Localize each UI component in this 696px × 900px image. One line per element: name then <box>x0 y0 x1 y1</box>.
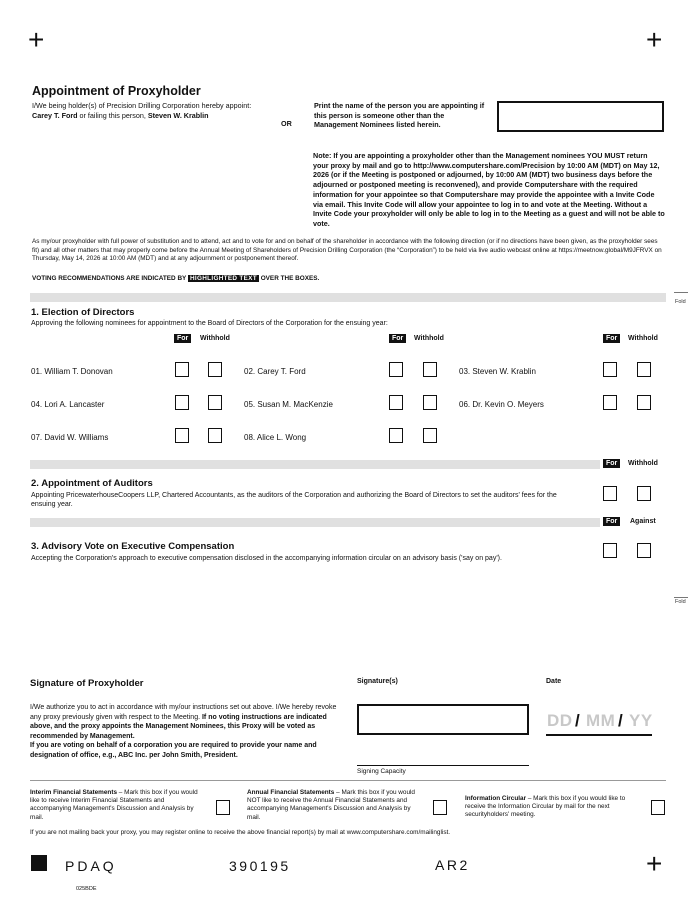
nominee-label: 01. William T. Donovan <box>31 367 113 376</box>
for-checkbox[interactable] <box>175 362 189 377</box>
voting-rec-pre: VOTING RECOMMENDATIONS ARE INDICATED BY <box>32 275 188 282</box>
col-header-against-advisory: Against <box>630 518 656 525</box>
auditors-for-checkbox[interactable] <box>603 486 617 501</box>
footer-code-2: 390195 <box>229 858 291 874</box>
signatures-label: Signature(s) <box>357 678 398 685</box>
signature-instructions <box>30 703 342 761</box>
withhold-checkbox[interactable] <box>637 395 651 410</box>
col-header-withhold-1: Withhold <box>200 335 230 342</box>
fold-line-top <box>674 292 688 293</box>
for-checkbox[interactable] <box>603 395 617 410</box>
withhold-checkbox[interactable] <box>423 362 437 377</box>
advisory-for-checkbox[interactable] <box>603 543 617 558</box>
voting-rec-post: OVER THE BOXES. <box>258 275 320 282</box>
circular-title: Information Circular <box>465 795 527 802</box>
mailing-divider <box>30 780 666 781</box>
auditors-title: 2. Appointment of Auditors <box>31 478 153 489</box>
fold-label-top: Fold <box>675 299 686 305</box>
date-mm-placeholder: MM <box>586 711 616 730</box>
print-instruction: Print the name of the person you are appointing if this person is someone other than the Management Nominees listed herein. <box>314 101 485 130</box>
col-header-for-2: For <box>389 334 406 343</box>
section-divider-3 <box>30 518 600 527</box>
date-dd-placeholder: DD <box>547 711 573 730</box>
col-header-withhold-auditors: Withhold <box>628 460 658 467</box>
directors-description: Approving the following nominees for appointment to the Board of Directors of the Corporation for the ensuing year: <box>31 320 388 327</box>
nominee-label: 05. Susan M. MacKenzie <box>244 400 333 409</box>
annual-title: Annual Financial Statements <box>247 789 335 796</box>
interim-statements-text <box>30 789 198 822</box>
appointment-body: As my/our proxyholder with full power of substitution and to attend, act and to vote for and on behalf of the shareholder in accordance with the following direction (or if no directions have been given, as the proxyholder sees fit) and all other matters that may properly come before the Annual Meeting of Shareholders of Precision Drilling Corporation (the “Corporation”) to be held via live audio webcast online at https://meetnow.global/M9JFRVX on Thursday, May 14, 2026 at 10:00 AM (MDT) and at any adjournment or postponement thereof. <box>32 238 662 263</box>
for-checkbox[interactable] <box>389 428 403 443</box>
directors-title: 1. Election of Directors <box>31 307 135 318</box>
circular-text: – Mark this box if you would like to receive the Information Circular by mail for the next securityholders' meeting. <box>465 795 626 819</box>
withhold-checkbox[interactable] <box>208 428 222 443</box>
signature-input[interactable] <box>357 704 529 735</box>
advisory-title: 3. Advisory Vote on Executive Compensation <box>31 541 235 552</box>
auditors-description: Appointing PricewaterhouseCoopers LLP, Chartered Accountants, as the auditors of the Corporation and authorizing the Board of Directors to set the auditors' fees for the ensuing year. <box>31 492 557 508</box>
information-circular-checkbox[interactable] <box>651 800 665 815</box>
nominee-label: 07. David W. Williams <box>31 433 109 442</box>
appointment-note: Note: If you are appointing a proxyholder other than the Management nominees YOU MUST return your proxy by mail and go to http://www.computershare.com/Precision by 10:00 AM (MDT) on May 12, 2026 (or if the Meeting is postponed or adjourned, by 10:00 AM (MDT) two business days before the adjourned or postponed meeting is reconvened), and provide Computershare with the required information for your appointee so that Computershare may provide the appointee with a Invite Code via email. This Invite Code will allow your appointee to log in to and vote at the Meeting. Without a Invite Code your proxyholder will only be able to log in to the Meeting as a guest and will not be able to vote. <box>313 151 665 228</box>
or-label: OR <box>281 119 292 128</box>
annual-text: – Mark this box if you would NOT like to receive the Annual Financial Statements and accompanying Management's Discussion and Analysis by mail. <box>247 789 415 821</box>
for-checkbox[interactable] <box>389 395 403 410</box>
interim-text: – Mark this box if you would like to receive Interim Financial Statements and accompanying Management's Discussion and Analysis by mail. <box>30 789 198 821</box>
col-header-for-auditors: For <box>603 459 620 468</box>
auditors-withhold-checkbox[interactable] <box>637 486 651 501</box>
date-separator: / <box>618 711 624 730</box>
nominee-label: 02. Carey T. Ford <box>244 367 306 376</box>
appointment-line1: I/We being holder(s) of Precision Drilling Corporation hereby appoint: <box>32 101 252 110</box>
footer-code-1: PDAQ <box>65 858 117 874</box>
signature-para1: I/We authorize you to act in accordance with my/our instructions set out above. I/We hereby revoke any proxy previously given with respect to the Meeting. <box>30 704 337 721</box>
mailing-footnote: If you are not mailing back your proxy, you may register online to receive the above financial report(s) by mail at www.computershare.com/mailinglist. <box>30 829 451 836</box>
withhold-checkbox[interactable] <box>423 428 437 443</box>
for-checkbox[interactable] <box>389 362 403 377</box>
appointment-text <box>32 101 272 120</box>
col-header-for-advisory: For <box>603 517 620 526</box>
management-nominee-2: Steven W. Krablin <box>147 110 209 120</box>
management-nominee-1: Carey T. Ford <box>32 110 78 120</box>
fold-label-bottom: Fold <box>675 599 686 605</box>
col-header-for-1: For <box>174 334 191 343</box>
interim-title: Interim Financial Statements <box>30 789 118 796</box>
col-header-for-3: For <box>603 334 620 343</box>
for-checkbox[interactable] <box>603 362 617 377</box>
date-input[interactable] <box>546 708 652 736</box>
highlighted-text-sample: HIGHLIGHTED TEXT <box>189 275 257 282</box>
withhold-checkbox[interactable] <box>208 362 222 377</box>
appointment-mid: or failing this person, <box>77 110 148 120</box>
signature-para1-bold: If no voting instructions are indicated above, and the proxy appoints the Management Nominees, this Proxy will be voted as recommended by Management. <box>30 713 327 740</box>
withhold-checkbox[interactable] <box>423 395 437 410</box>
signature-title: Signature of Proxyholder <box>30 678 144 689</box>
crop-mark-bottom-right: + <box>646 848 663 879</box>
signing-capacity-label: Signing Capacity <box>357 768 406 775</box>
nominee-label: 06. Dr. Kevin O. Meyers <box>459 400 544 409</box>
information-circular-text <box>465 795 635 820</box>
for-checkbox[interactable] <box>175 395 189 410</box>
col-header-withhold-2: Withhold <box>414 335 444 342</box>
footer-small-code: 025BDE <box>76 886 97 892</box>
section-divider-1 <box>30 293 666 302</box>
interim-statements-checkbox[interactable] <box>216 800 230 815</box>
annual-statements-checkbox[interactable] <box>433 800 447 815</box>
crop-mark-top-right: + <box>646 24 663 55</box>
for-checkbox[interactable] <box>175 428 189 443</box>
withhold-checkbox[interactable] <box>208 395 222 410</box>
nominee-label: 03. Steven W. Krablin <box>459 367 536 376</box>
date-separator: / <box>575 711 581 730</box>
voting-recommendation-text <box>32 275 319 284</box>
proxyholder-name-input[interactable] <box>497 101 664 132</box>
withhold-checkbox[interactable] <box>637 362 651 377</box>
annual-statements-text <box>247 789 419 822</box>
footer-code-3: AR2 <box>435 857 470 873</box>
advisory-against-checkbox[interactable] <box>637 543 651 558</box>
nominee-label: 04. Lori A. Lancaster <box>31 400 105 409</box>
signature-para2: If you are voting on behalf of a corporation you are required to provide your name and designation of office, e.g., ABC Inc. per John Smith, President. <box>30 742 317 759</box>
col-header-withhold-3: Withhold <box>628 335 658 342</box>
registration-square <box>31 855 47 871</box>
section-divider-2 <box>30 460 600 469</box>
appointment-title: Appointment of Proxyholder <box>32 84 201 98</box>
date-yy-placeholder: YY <box>629 711 653 730</box>
nominee-label: 08. Alice L. Wong <box>244 433 307 442</box>
fold-line-bottom <box>674 597 688 598</box>
crop-mark-top-left: + <box>28 24 45 55</box>
date-label: Date <box>546 678 562 685</box>
signing-capacity-line <box>357 765 529 766</box>
advisory-description: Accepting the Corporation's approach to executive compensation disclosed in the accompanying information circular on an advisory basis ('say on pay'). <box>31 555 502 562</box>
